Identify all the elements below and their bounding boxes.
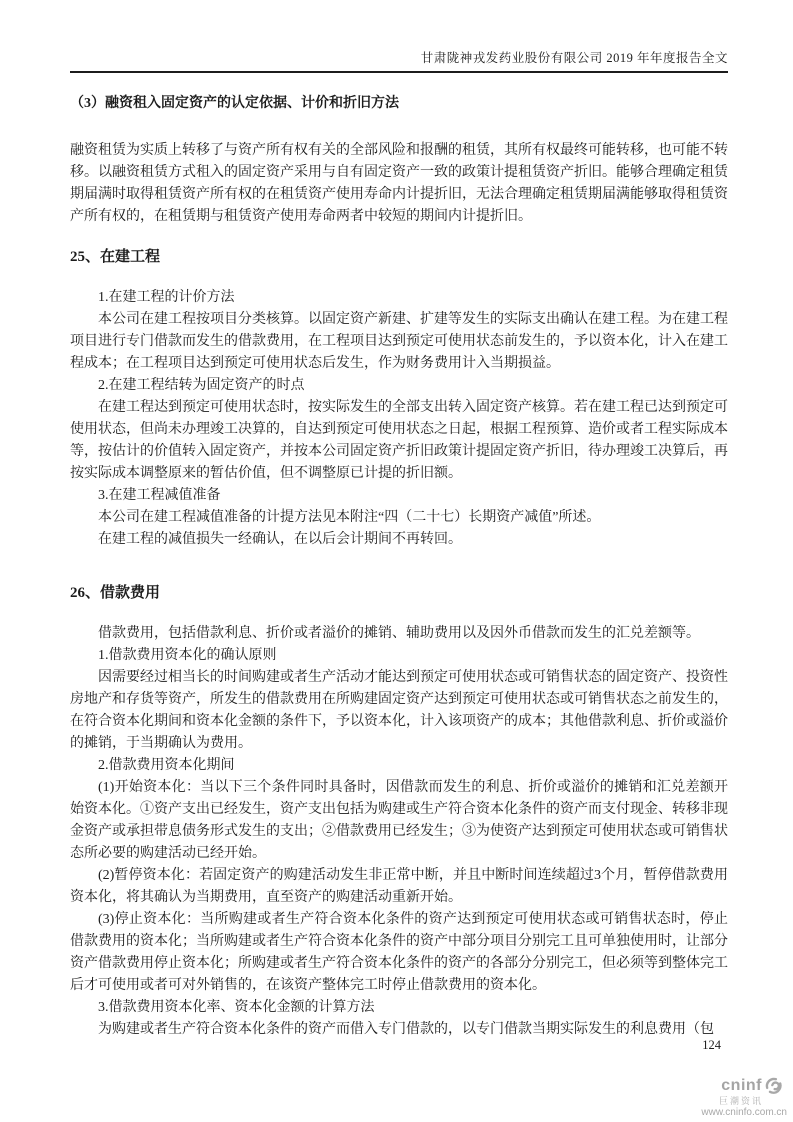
paragraph: 在建工程达到预定可使用状态时，按实际发生的全部支出转入固定资产核算。若在建工程已达到预定可使用状态，但尚未办理竣工决算的，自达到预定可使用状态之日起，根据工程预算、造价或者工程实际成本等，按估计的价值转入固定资产，并按本公司固定资产折旧政策计提固定资产折旧，待办理竣工决算后，再按实际成本调整原来的暂估价值，但不调整原已计提的折旧额。 bbox=[70, 400, 728, 481]
paragraph: 为购建或者生产符合资本化条件的资产而借入专门借款的，以专门借款当期实际发生的利息费用（包 bbox=[98, 1022, 714, 1037]
paragraph: (3)停止资本化：当所购建或者生产符合资本化条件的资产达到预定可使用状态或可销售状态时，停止借款费用的资本化；当所购建或者生产符合资本化条件的资产中部分项目分别完工且可单独使用时，让部分资产借款费用停止资本化；所购建或者生产符合资本化条件的资产的各部分分别完工，但必须等到整体完工后才可使用或者可对外销售的，在该资产整体完工时停止借款费用的资本化。 bbox=[70, 912, 728, 993]
heading-construction-in-progress: 25、在建工程 bbox=[70, 249, 161, 265]
paragraph: (2)暂停资本化：若固定资产的购建活动发生非正常中断，并且中断时间连续超过3个月，暂停借款费用资本化，将其确认为当期费用，直至资产的购建活动重新开始。 bbox=[70, 868, 728, 905]
paragraph-finance-lease: 融资租赁为实质上转移了与资产所有权有关的全部风险和报酬的租赁，其所有权最终可能转移，也可能不转移。以融资租赁方式租入的固定资产采用与自有固定资产一致的政策计提租赁资产折旧。能够合理确定租赁期届满时取得租赁资产所有权的在租赁资产使用寿命内计提折旧，无法合理确定租赁期届满能够取得租赁资产所有权的，在租赁期与租赁资产使用寿命两者中较短的期间内计提折旧。 bbox=[70, 143, 728, 224]
cninfo-logo bbox=[677, 1076, 789, 1118]
paragraph: 借款费用，包括借款利息、折价或者溢价的摊销、辅助费用以及因外币借款而发生的汇兑差额等。 bbox=[98, 626, 700, 641]
paragraph: 本公司在建工程减值准备的计提方法见本附注“四（二十七）长期资产减值”所述。 bbox=[98, 510, 601, 525]
cninfo-logo-row bbox=[677, 1076, 789, 1095]
cninfo-url-text: www.cninfo.com.cn bbox=[701, 1107, 787, 1118]
paragraph: 本公司在建工程按项目分类核算。以固定资产新建、扩建等发生的实际支出确认在建工程。为在建工程项目进行专门借款而发生的借款费用，在工程项目达到预定可使用状态前发生的，予以资本化，计入在建工程成本；在工程项目达到预定可使用状态后发生，作为财务费用计入当期损益。 bbox=[70, 312, 728, 371]
paragraph: 3.在建工程减值准备 bbox=[98, 488, 221, 503]
paragraph: 1.借款费用资本化的确认原则 bbox=[98, 648, 277, 663]
paragraph: 1.在建工程的计价方法 bbox=[98, 290, 235, 305]
cninfo-swirl-icon bbox=[764, 1076, 783, 1095]
paragraph: (1)开始资本化：当以下三个条件同时具备时，因借款而发生的利息、折价或溢价的摊销和汇兑差额开始资本化。①资产支出已经发生，资产支出包括为购建或生产符合资本化条件的资产而支付现金、转移非现金资产或承担带息债务形式发生的支出；②借款费用已经发生；③为使资产达到预定可使用状态或可销售状态所必要的购建活动已经开始。 bbox=[70, 780, 728, 861]
report-title: 甘肃陇神戎发药业股份有限公司 2019 年年度报告全文 bbox=[420, 51, 728, 65]
heading-finance-lease-fixed-assets: （3）融资租入固定资产的认定依据、计价和折旧方法 bbox=[70, 96, 399, 111]
heading-borrowing-costs: 26、借款费用 bbox=[70, 585, 161, 601]
cninfo-brand-text: cninf bbox=[721, 1076, 762, 1094]
cninfo-caption-text: 巨潮资讯 bbox=[718, 1096, 763, 1106]
paragraph: 2.在建工程结转为固定资产的时点 bbox=[98, 378, 305, 393]
paragraph: 因需要经过相当长的时间购建或者生产活动才能达到预定可使用状态或可销售状态的固定资产、投资性房地产和存货等资产，所发生的借款费用在所购建固定资产达到预定可使用状态或可销售状态之前发生的，在符合资本化期间和资本化金额的条件下，予以资本化，计入该项资产的成本；其他借款利息、折价或溢价的摊销，于当期确认为费用。 bbox=[70, 670, 728, 751]
document-body bbox=[70, 95, 728, 1041]
paragraph: 在建工程的减值损失一经确认，在以后会计期间不再转回。 bbox=[98, 532, 462, 547]
page-number: 124 bbox=[702, 1038, 721, 1052]
paragraph: 3.借款费用资本化率、资本化金额的计算方法 bbox=[98, 1000, 375, 1015]
page-header bbox=[70, 50, 728, 73]
paragraph: 2.借款费用资本化期间 bbox=[98, 758, 235, 773]
